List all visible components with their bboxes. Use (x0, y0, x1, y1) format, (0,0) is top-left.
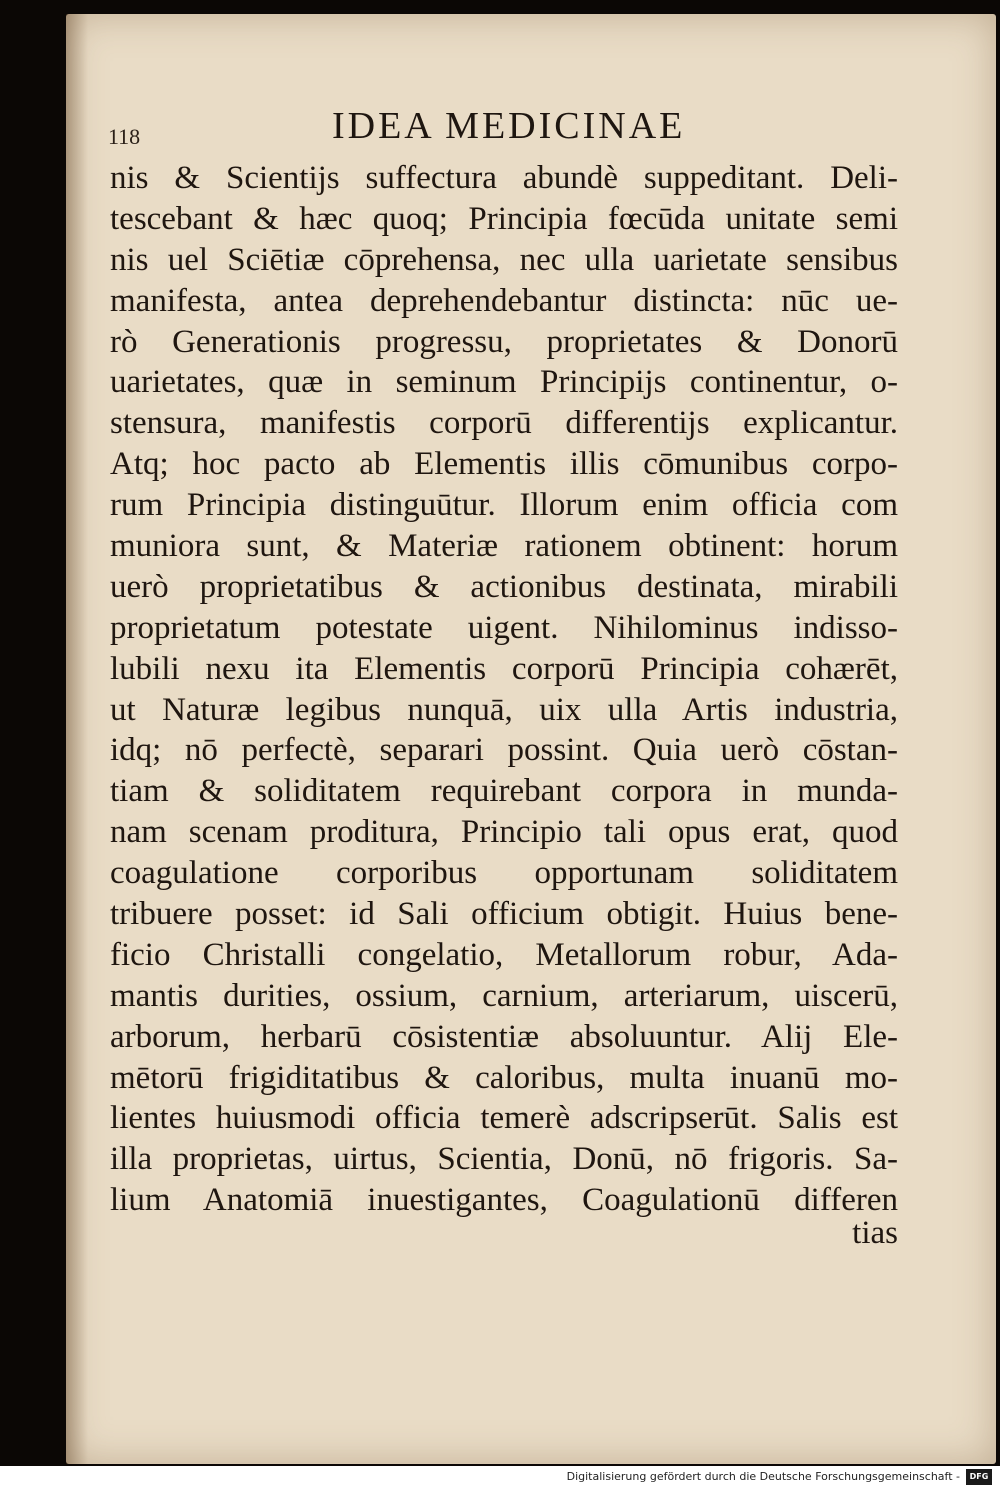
text-line: illa proprietas, uirtus, Scientia, Donū, nō frigoris. Sa- (110, 1141, 898, 1178)
dfg-logo: DFG (966, 1469, 992, 1485)
text-line: tiam & soliditatem requirebant corpora in munda- (110, 773, 898, 810)
body-text (110, 158, 898, 1221)
text-line: mētorū frigiditatibus & caloribus, multa inuanū mo- (110, 1059, 898, 1096)
text-line: uerò proprietatibus & actionibus destinata, mirabili (110, 568, 898, 605)
running-head: IDEA MEDICINAE (332, 105, 686, 147)
page-number: 118 (108, 124, 141, 149)
text-line: tescebant & hæc quoq; Principia fœcūda unitate semi (110, 200, 898, 237)
text-line: proprietatum potestate uigent. Nihilominus indisso- (110, 609, 898, 646)
text-line: muniora sunt, & Materiæ rationem obtinent: horum (110, 528, 898, 565)
text-line: ut Naturæ legibus nunquā, uix ulla Artis industria, (110, 691, 898, 728)
text-line: nis uel Sciētiæ cōprehensa, nec ulla uarietate sensibus (110, 241, 898, 278)
text-line: tribuere posset: id Sali officium obtigit. Huius bene- (110, 896, 898, 933)
text-line: rum Principia distinguūtur. Illorum enim officia com (110, 487, 898, 524)
text-line: mantis durities, ossium, carnium, arteriarum, uiscerū, (110, 977, 898, 1014)
text-line: arborum, herbarū cōsistentiæ absoluuntur. Alij Ele- (110, 1018, 898, 1055)
catchword: tias (852, 1215, 898, 1251)
text-line: nis & Scientijs suffectura abundè suppeditant. Deli- (110, 160, 898, 196)
text-line: lubili nexu ita Elementis corporū Principia cohærēt, (110, 650, 898, 687)
footer-bar (0, 1466, 1000, 1490)
text-line: coagulatione corporibus opportunam soliditatem (110, 855, 898, 892)
text-line: uarietates, quæ in seminum Principijs continentur, o- (110, 364, 898, 401)
page-header (108, 104, 808, 154)
text-line: lium Anatomiā inuestigantes, Coagulationū differen (110, 1182, 898, 1219)
text-line: nam scenam proditura, Principio tali opus erat, quod (110, 814, 898, 851)
text-line: ficio Christalli congelatio, Metallorum robur, Ada- (110, 936, 898, 973)
text-line: stensura, manifestis corporū differentijs explicantur. (110, 405, 898, 442)
text-line: rò Generationis progressu, proprietates & Donorū (110, 323, 898, 360)
text-line: manifesta, antea deprehendebantur distincta: nūc ue- (110, 282, 898, 319)
funding-credit: Digitalisierung gefördert durch die Deutsche Forschungsgemeinschaft - (566, 1470, 960, 1483)
text-line: idq; nō perfectè, separari possint. Quia uerò cōstan- (110, 732, 898, 769)
text-line: lientes huiusmodi officia temerè adscripserūt. Salis est (110, 1100, 898, 1137)
text-line: Atq; hoc pacto ab Elementis illis cōmunibus corpo- (110, 446, 898, 483)
